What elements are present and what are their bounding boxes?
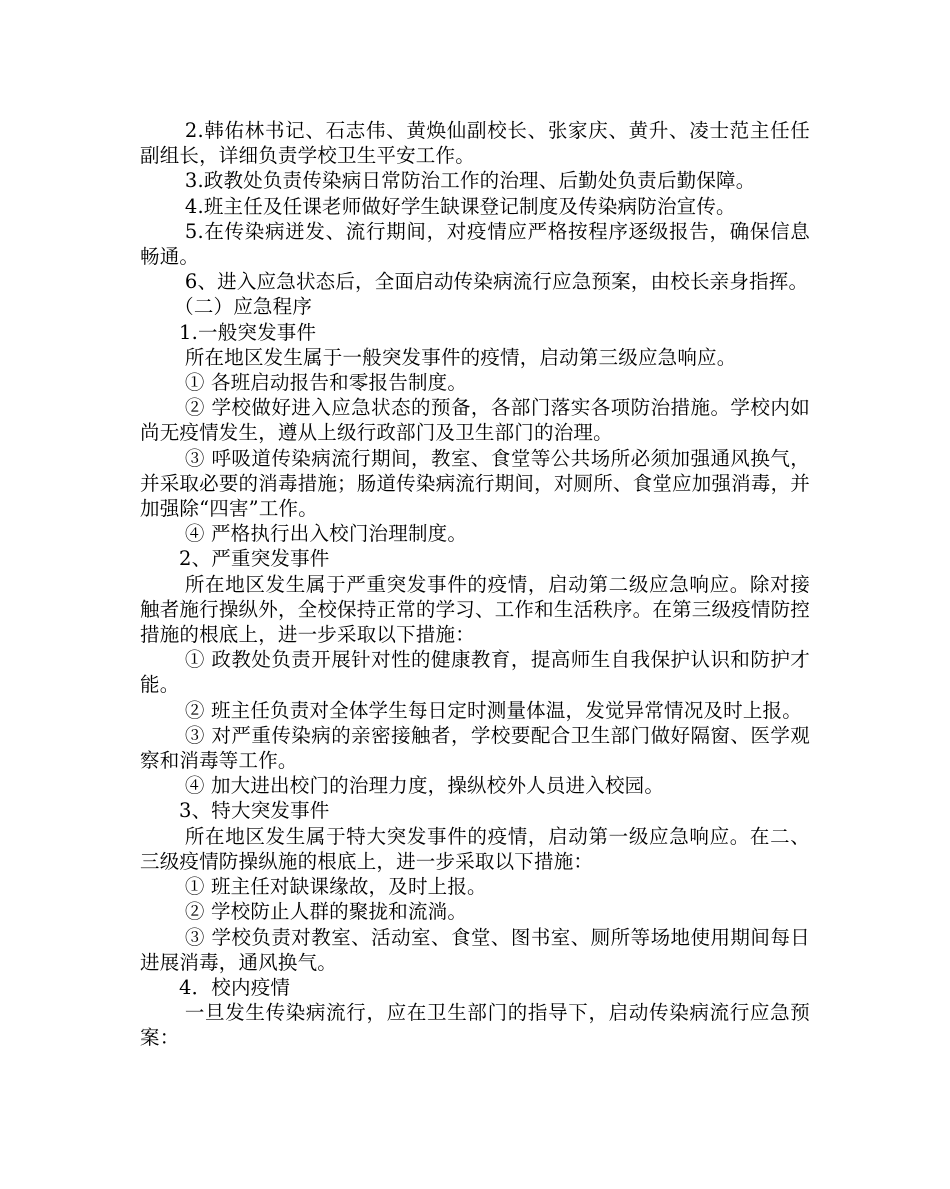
subheading-general-event: 1.一般突发事件: [179, 320, 317, 344]
list-item-general-3: ③ 呼吸道传染病流行期间，教室、食堂等公共场所必须加强通风换气，并采取必要的消毒措施；肠道传染病流行期间，对厕所、食堂应加强消毒，并加强除“四害”工作。: [140, 446, 810, 521]
subheading-serious-event: 2、严重突发事件: [179, 547, 330, 571]
list-item-serious-1: ① 政教处负责开展针对性的健康教育，提高师生自我保护认识和防护才能。: [140, 648, 810, 697]
list-item-general-2: ② 学校做好进入应急状态的预备，各部门落实各项防治措施。学校内如尚无疫情发生，遵从上级行政部门及卫生部门的治理。: [140, 396, 810, 445]
list-item-serious-4: ④ 加大进出校门的治理力度，操纵校外人员进入校园。: [184, 774, 665, 798]
list-item-serious-3: ③ 对严重传染病的亲密接触者，学校要配合卫生部门做好隔窗、医学观察和消毒等工作。: [140, 723, 810, 773]
document-body: [140, 118, 810, 1051]
paragraph-class-teacher: 4.班主任及任课老师做好学生缺课登记制度及传染病防治宣传。: [184, 194, 736, 218]
paragraph-major-event: 所在地区发生属于特大突发事件的疫情，启动第一级应急响应。在二、三级疫情防操纵施的根底上，进一步采取以下措施：: [140, 824, 810, 873]
paragraph-emergency-state: 6、进入应急状态后，全面启动传染病流行应急预案，由校长亲身指挥。: [184, 270, 809, 294]
section-heading-emergency-procedure: （二）应急程序: [174, 295, 313, 319]
list-item-serious-2: ② 班主任负责对全体学生每日定时测量体温，发觉异常情况及时上报。: [184, 698, 802, 722]
paragraph-leadership: 2.韩佑林书记、石志伟、黄焕仙副校长、张家庆、黄升、凌士范主任任副组长，详细负责学校卫生平安工作。: [140, 119, 810, 168]
list-item-major-3: ③ 学校负责对教室、活动室、食堂、图书室、厕所等场地使用期间每日进展消毒，通风换气。: [140, 925, 810, 974]
list-item-general-1: ① 各班启动报告和零报告制度。: [184, 371, 468, 395]
paragraph-reporting: 5.在传染病迸发、流行期间，对疫情应严格按程序逐级报告，确保信息畅通。: [140, 219, 810, 269]
paragraph-general-event: 所在地区发生属于一般突发事件的疫情，启动第三级应急响应。: [184, 345, 737, 369]
subheading-campus-epidemic: 4．校内疫情: [179, 975, 291, 999]
subheading-major-event: 3、特大突发事件: [179, 799, 330, 823]
paragraph-campus-epidemic: 一旦发生传染病流行，应在卫生部门的指导下，启动传染病流行应急预案：: [140, 1001, 810, 1050]
list-item-major-2: ② 学校防止人群的聚拢和流淌。: [184, 900, 468, 924]
list-item-major-1: ① 班主任对缺课缘故，及时上报。: [184, 875, 487, 899]
paragraph-serious-event: 所在地区发生属于严重突发事件的疫情，启动第二级应急响应。除对接触者施行操纵外，全校保持正常的学习、工作和生活秩序。在第三级疫情防控措施的根底上，进一步采取以下措施：: [140, 572, 810, 647]
paragraph-political-office: 3.政教处负责传染病日常防治工作的治理、后勤处负责后勤保障。: [184, 169, 756, 193]
list-item-general-4: ④ 严格执行出入校门治理制度。: [184, 522, 468, 546]
